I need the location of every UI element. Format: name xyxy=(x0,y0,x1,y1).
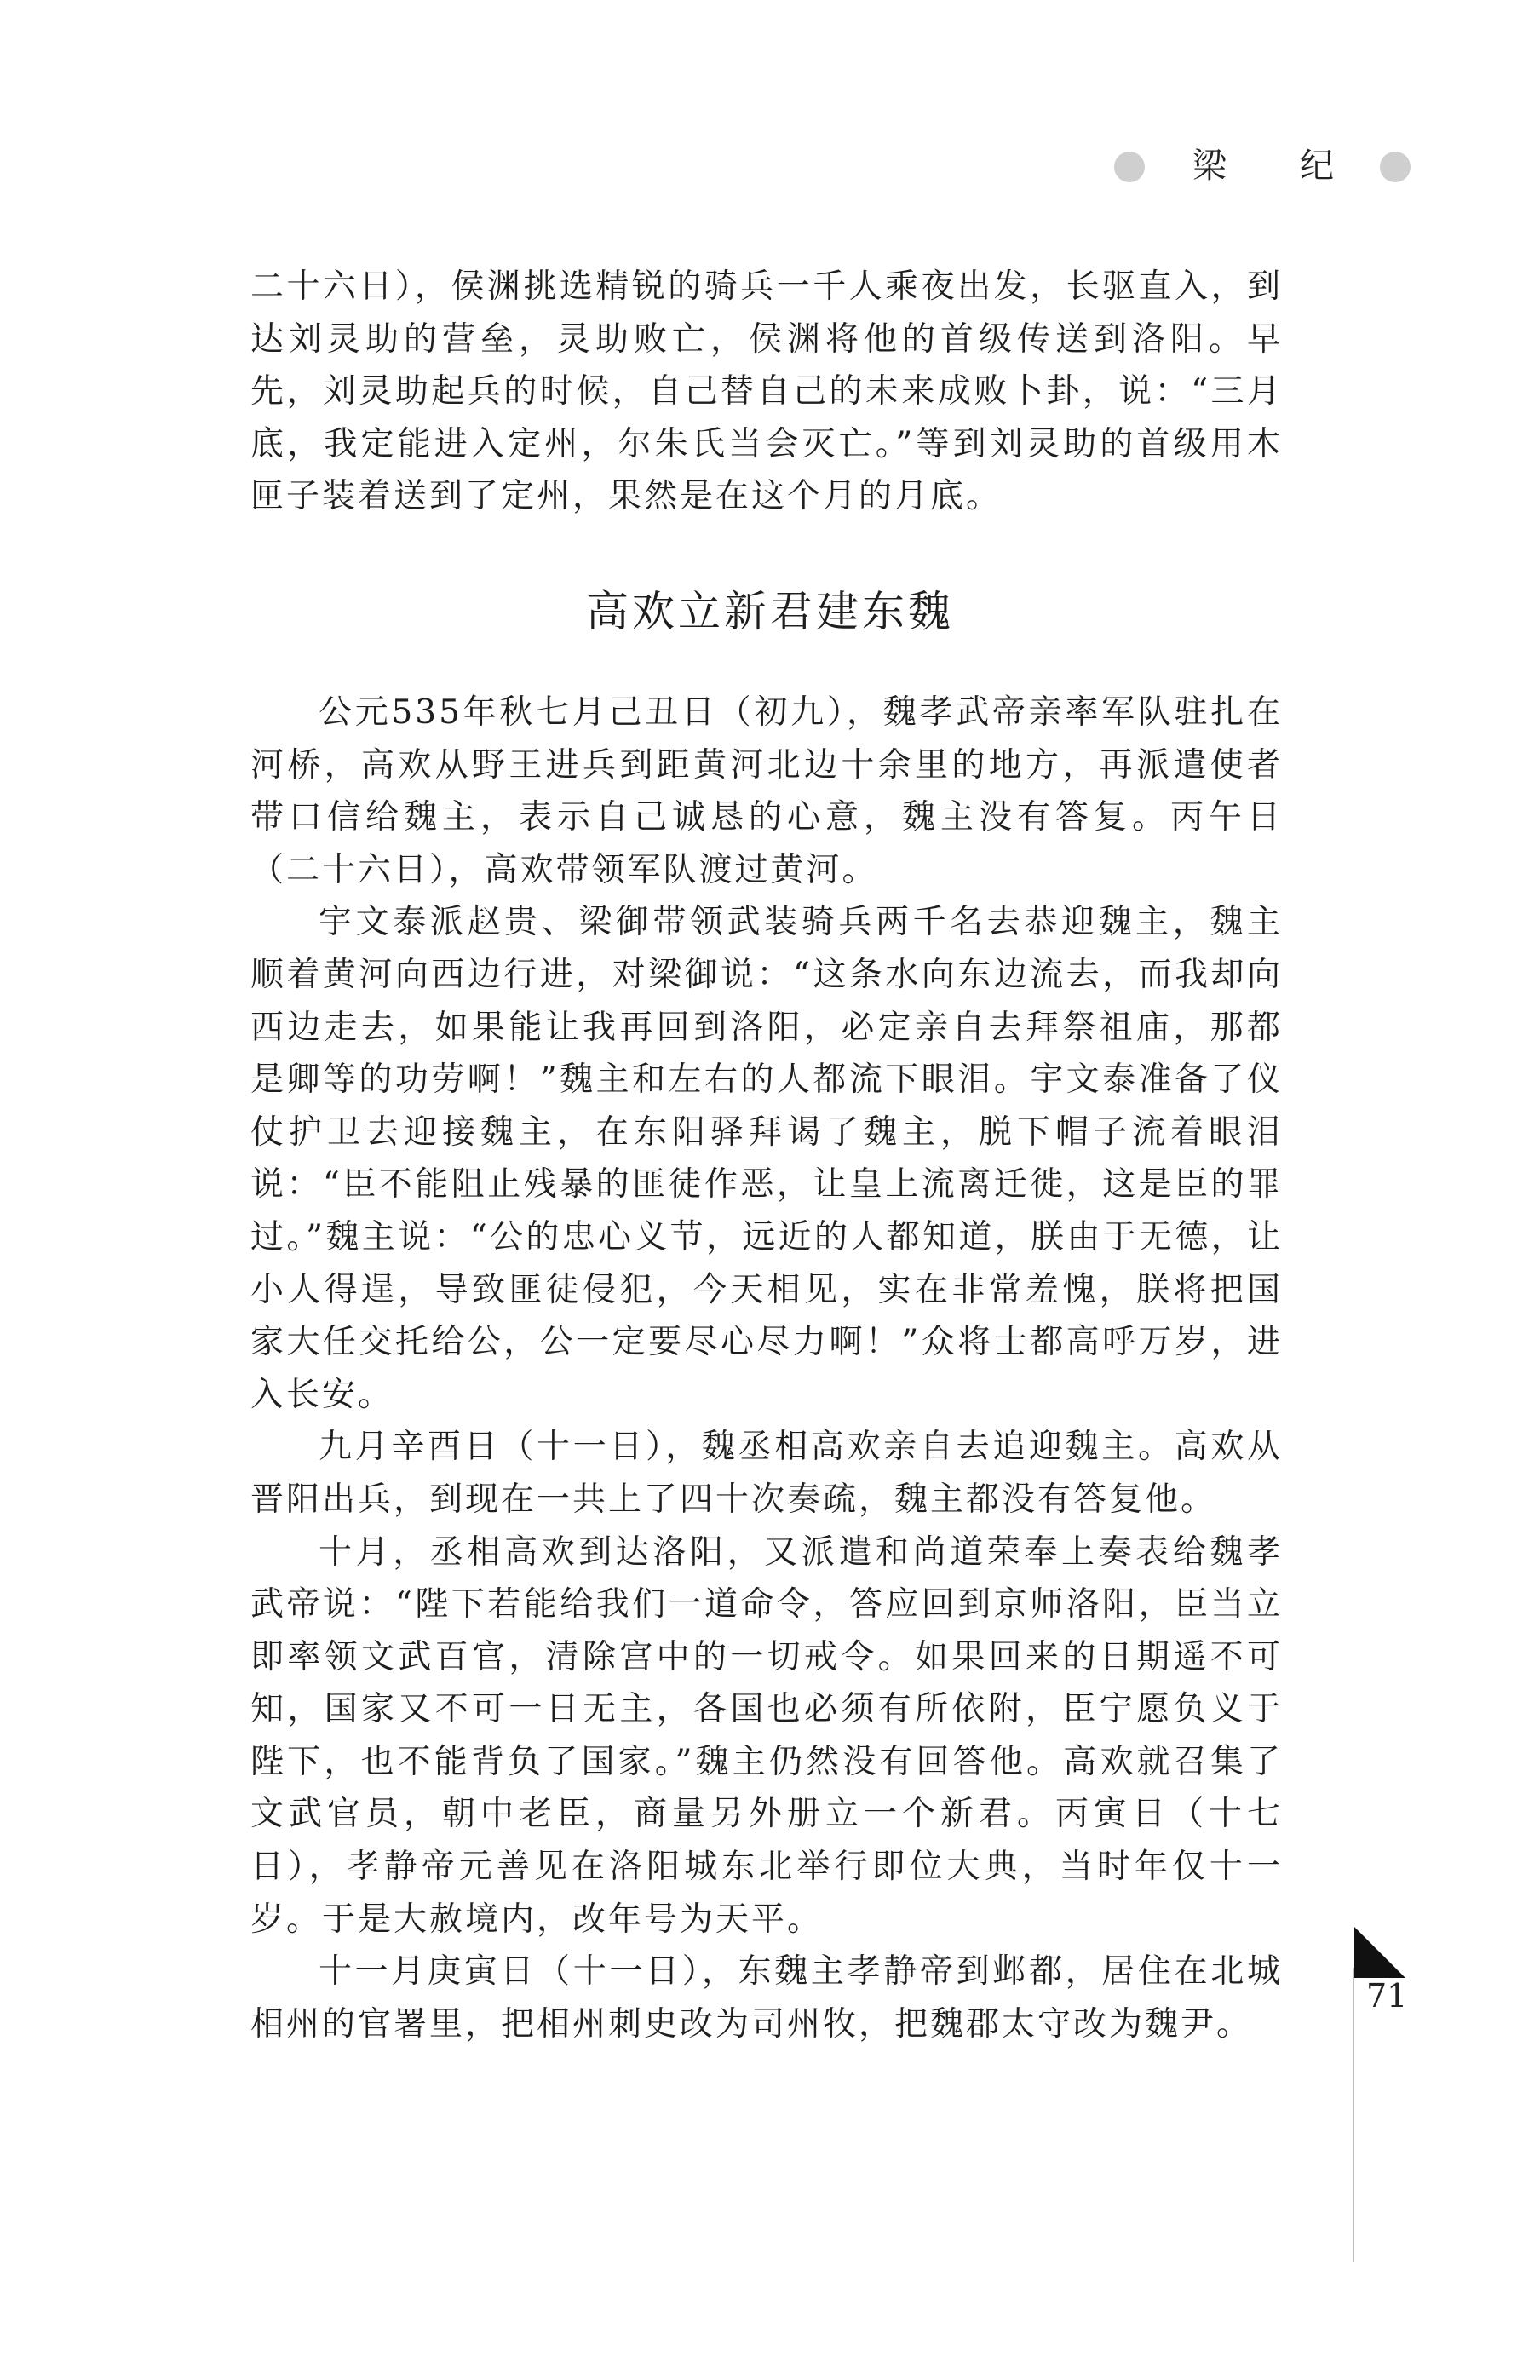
header-left-dot xyxy=(1114,152,1145,182)
page-number: 71 xyxy=(1366,1977,1408,2015)
running-header-char-1: 梁 xyxy=(1192,147,1227,186)
header-right-dot xyxy=(1380,152,1411,182)
paragraph-1: 公元535年秋七月己丑日（初九），魏孝武帝亲率军队驻扎在河桥，高欢从野王进兵到距黄河北边十余里的地方，再派遣使者带口信给魏主，表示自己诚恳的心意，魏主没有答复。丙午日（二十六日），高欢带领军队渡过黄河。 xyxy=(250,693,1283,889)
intro-paragraph: 二十六日），侯渊挑选精锐的骑兵一千人乘夜出发，长驱直入，到达刘灵助的营垒，灵助败亡，侯渊将他的首级传送到洛阳。早先，刘灵助起兵的时候，自己替自己的未来成败卜卦，说：“三月底，我定能进入定州，尔朱氏当会灭亡。”等到刘灵助的首级用木匣子装着送到了定州，果然是在这个月的月底。 xyxy=(250,267,1283,516)
paragraph-2: 宇文泰派赵贵、梁御带领武装骑兵两千名去恭迎魏主，魏主顺着黄河向西边行进，对梁御说：“这条水向东边流去，而我却向西边走去，如果能让我再回到洛阳，必定亲自去拜祭祖庙，那都是卿等的功劳啊！”魏主和左右的人都流下眼泪。宇文泰准备了仪仗护卫去迎接魏主，在东阳驿拜谒了魏主，脱下帽子流着眼泪说：“臣不能阻止残暴的匪徒作恶，让皇上流离迁徙，这是臣的罪过。”魏主说：“公的忠心义节，远近的人都知道，朕由于无德，让小人得逞，导致匪徒侵犯，今天相见，实在非常羞愧，朕将把国家大任交托给公，公一定要尽心尽力啊！”众将士都高呼万岁，进入长安。 xyxy=(250,903,1283,1414)
paragraph-5: 十一月庚寅日（十一日），东魏主孝静帝到邺都，居住在北城相州的官署里，把相州刺史改为司州牧，把魏郡太守改为魏尹。 xyxy=(250,1952,1283,2044)
paragraph-4: 十月，丞相高欢到达洛阳，又派遣和尚道荣奉上奏表给魏孝武帝说：“陛下若能给我们一道命令，答应回到京师洛阳，臣当立即率领文武百官，清除宫中的一切戒令。如果回来的日期遥不可知，国家又不可一日无主，各国也必须有所依附，臣宁愿负义于陛下，也不能背负了国家。”魏主仍然没有回答他。高欢就召集了文武官员，朝中老臣，商量另外册立一个新君。丙寅日（十七日），孝静帝元善见在洛阳城东北举行即位大典，当时年仅十一岁。于是大赦境内，改年号为天平。 xyxy=(250,1532,1283,1939)
margin-rule xyxy=(1353,1968,1354,2262)
paragraph-3: 九月辛酉日（十一日），魏丞相高欢亲自去追迎魏主。高欢从晋阳出兵，到现在一共上了四十次奏疏，魏主都没有答复他。 xyxy=(250,1428,1283,1519)
section-body xyxy=(250,687,1283,2050)
running-header-char-2: 纪 xyxy=(1300,147,1334,186)
intro-paragraph-block xyxy=(250,261,1283,523)
section-title: 高欢立新君建东魏 xyxy=(586,587,954,636)
corner-triangle-mark xyxy=(1354,1927,1405,1978)
